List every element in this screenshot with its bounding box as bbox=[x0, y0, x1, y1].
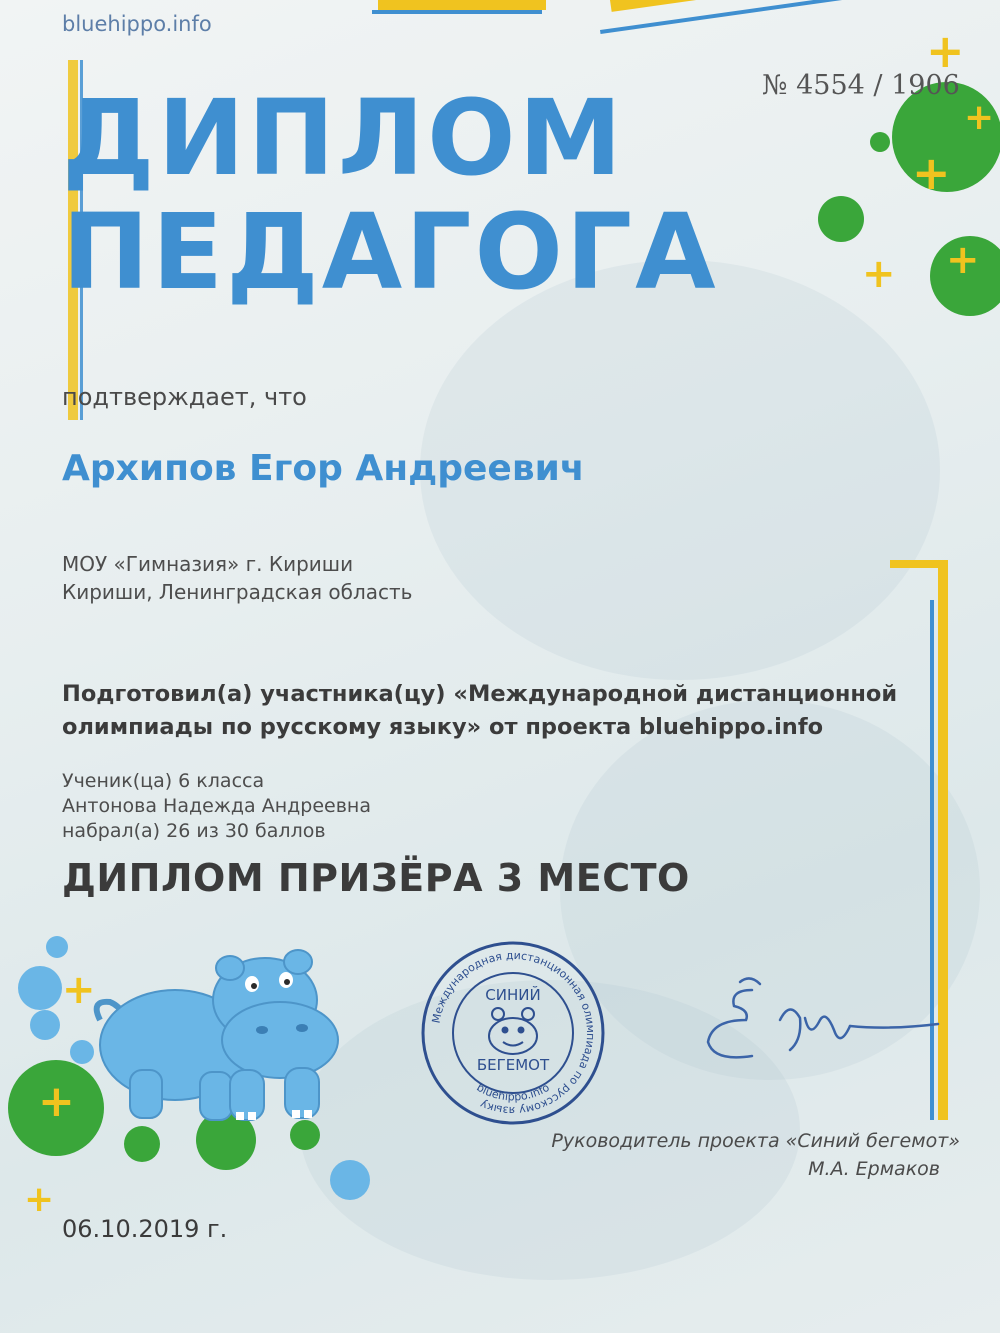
stamp-ring-text: Международная дистанционная олимпиада по русскому языку bbox=[429, 948, 598, 1118]
green-dot-small bbox=[870, 132, 890, 152]
teacher-name: Архипов Егор Андреевич bbox=[62, 448, 585, 489]
plus-icon: + bbox=[24, 1179, 55, 1220]
plus-icon: + bbox=[912, 146, 951, 200]
frame-top-blue bbox=[372, 10, 542, 14]
title-line-1: ДИПЛОМ bbox=[62, 77, 625, 199]
head-name: М.А. Ермаков bbox=[808, 1158, 940, 1180]
blue-dot bbox=[18, 966, 62, 1010]
head-title: Руководитель проекта «Синий бегемот» bbox=[551, 1130, 960, 1152]
title-line-2: ПЕДАГОГА bbox=[62, 191, 719, 313]
plus-icon: + bbox=[38, 1076, 75, 1127]
green-dot bbox=[124, 1126, 160, 1162]
issue-date: 06.10.2019 г. bbox=[62, 1215, 228, 1243]
student-result bbox=[62, 769, 371, 844]
student-grade: Ученик(ца) 6 класса bbox=[62, 770, 265, 792]
stamp-center-top: СИНИЙ bbox=[485, 986, 541, 1004]
stamp-center-bottom: БЕГЕМОТ bbox=[476, 1056, 550, 1074]
school-info bbox=[62, 550, 412, 606]
plus-icon: + bbox=[62, 967, 96, 1013]
site-tag: bluehippo.info bbox=[62, 12, 212, 36]
award-title: ДИПЛОМ ПРИЗЁРА 3 МЕСТО bbox=[62, 856, 690, 900]
school-location: Кириши, Ленинградская область bbox=[62, 580, 413, 604]
plus-icon: + bbox=[862, 251, 896, 297]
plus-icon: + bbox=[964, 97, 995, 138]
frame-top-yellow bbox=[378, 0, 546, 10]
blue-dot bbox=[30, 1010, 60, 1040]
seal-icon bbox=[418, 938, 608, 1128]
green-dot bbox=[818, 196, 864, 242]
signature-mark bbox=[690, 960, 950, 1090]
hippo-illustration bbox=[80, 940, 350, 1130]
prepared-line-2: олимпиады по русскому языку» от проекта bluehippo.info bbox=[62, 714, 824, 740]
prepared-line-1: Подготовил(а) участника(цу) «Международной дистанционной bbox=[62, 681, 898, 707]
confirm-text: подтверждает, что bbox=[62, 383, 307, 411]
stamp-bottom-text: bluehippo.info bbox=[474, 1080, 552, 1104]
stamp-hippo-icon bbox=[489, 1008, 537, 1054]
prepared-statement bbox=[62, 678, 922, 744]
plus-icon: + bbox=[926, 24, 965, 78]
plus-icon: + bbox=[946, 237, 980, 283]
school-name: МОУ «Гимназия» г. Кириши bbox=[62, 552, 354, 576]
diploma-number: № 4554 / 1906 bbox=[762, 70, 960, 101]
blue-dot bbox=[46, 936, 68, 958]
student-name: Антонова Надежда Андреевна bbox=[62, 795, 371, 817]
frame-corner-yellow bbox=[890, 560, 948, 568]
student-score: набрал(а) 26 из 30 баллов bbox=[62, 820, 326, 842]
blue-dot bbox=[330, 1160, 370, 1200]
